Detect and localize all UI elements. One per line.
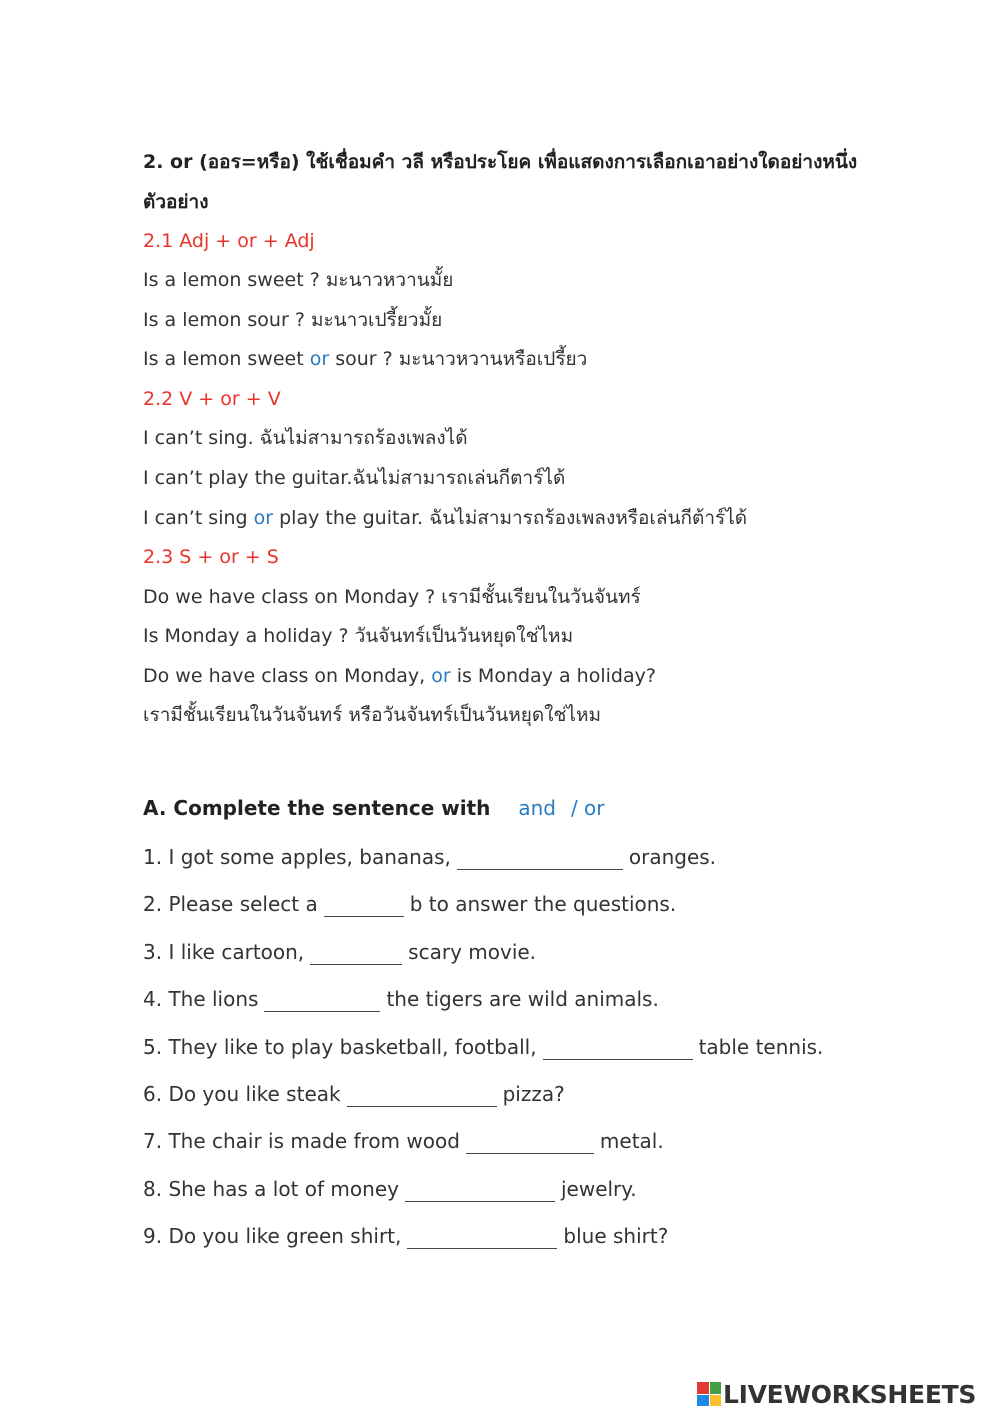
example-line: Is a lemon sweet ? มะนาวหวานมั้ย [143,269,454,291]
example-line: I can’t sing. ฉันไม่สามารถร้องเพลงได้ [143,427,468,449]
answer-blank-4[interactable] [264,991,380,1012]
logo-square-4 [710,1395,722,1407]
logo-square-3 [697,1395,709,1407]
answer-blank-7[interactable] [466,1133,594,1154]
exercise-item-6: 6. Do you like steak pizza? [143,1082,565,1106]
lesson-heading: 2. or (ออร=หรือ) ใช้เชื่อมคำ วลี หรือประโยค เพื่อแสดงการเลือกเอาอย่างใดอย่างหนึ่ง [143,151,858,173]
exercise-item-9: 9. Do you like green shirt, blue shirt? [143,1224,669,1248]
or-highlight: or [253,507,274,529]
example-line: I can’t sing or play the guitar. ฉันไม่สามารถร้องเพลงหรือเล่นกีต้าร์ได้ [143,507,748,529]
or-highlight: or [431,665,451,687]
logo-square-1 [697,1382,709,1394]
example-line: Is Monday a holiday ? วันจันทร์เป็นวันหยุดใช่ไหม [143,625,574,647]
section-title: 2.2 V + or + V [143,388,281,410]
example-line: I can’t play the guitar.ฉันไม่สามารถเล่นกีตาร์ได้ [143,467,566,489]
option-and: and [518,796,556,820]
answer-blank-2[interactable] [324,896,404,917]
exercise-item-5: 5. They like to play basketball, football, table tennis. [143,1035,824,1059]
section-title: 2.3 S + or + S [143,546,279,568]
exercise-item-2: 2. Please select a b to answer the questions. [143,892,677,916]
answer-blank-9[interactable] [407,1228,557,1249]
option-or: / or [570,796,605,820]
example-line: Do we have class on Monday ? เรามีชั้นเรียนในวันจันทร์ [143,586,641,608]
logo-text: LIVEWORKSHEETS [723,1379,977,1409]
exercise-item-4: 4. The lions the tigers are wild animals. [143,987,659,1011]
answer-blank-8[interactable] [405,1181,555,1202]
exercise-heading: A. Complete the sentence with and / or [143,796,605,820]
answer-blank-5[interactable] [543,1039,693,1060]
exercise-item-1: 1. I got some apples, bananas, oranges. [143,845,717,869]
example-line: Is a lemon sour ? มะนาวเปรี้ยวมั้ย [143,309,443,331]
example-line: เรามีชั้นเรียนในวันจันทร์ หรือวันจันทร์เป็นวันหยุดใช่ไหม [143,704,602,726]
example-line: Do we have class on Monday, or is Monday a holiday? [143,665,656,687]
liveworksheets-logo [697,1379,976,1409]
exercise-item-7: 7. The chair is made from wood metal. [143,1129,664,1153]
or-highlight: or [309,348,330,370]
answer-blank-3[interactable] [310,944,402,965]
logo-square-2 [710,1382,722,1394]
exercise-item-3: 3. I like cartoon, scary movie. [143,940,537,964]
exercise-item-8: 8. She has a lot of money jewelry. [143,1177,637,1201]
answer-blank-6[interactable] [347,1086,497,1107]
answer-blank-1[interactable] [457,849,623,870]
example-line: Is a lemon sweet or sour ? มะนาวหวานหรือเปรี้ยว [143,348,588,370]
logo-mark-icon [697,1382,721,1406]
example-label: ตัวอย่าง [143,191,209,213]
section-title: 2.1 Adj + or + Adj [143,230,315,252]
